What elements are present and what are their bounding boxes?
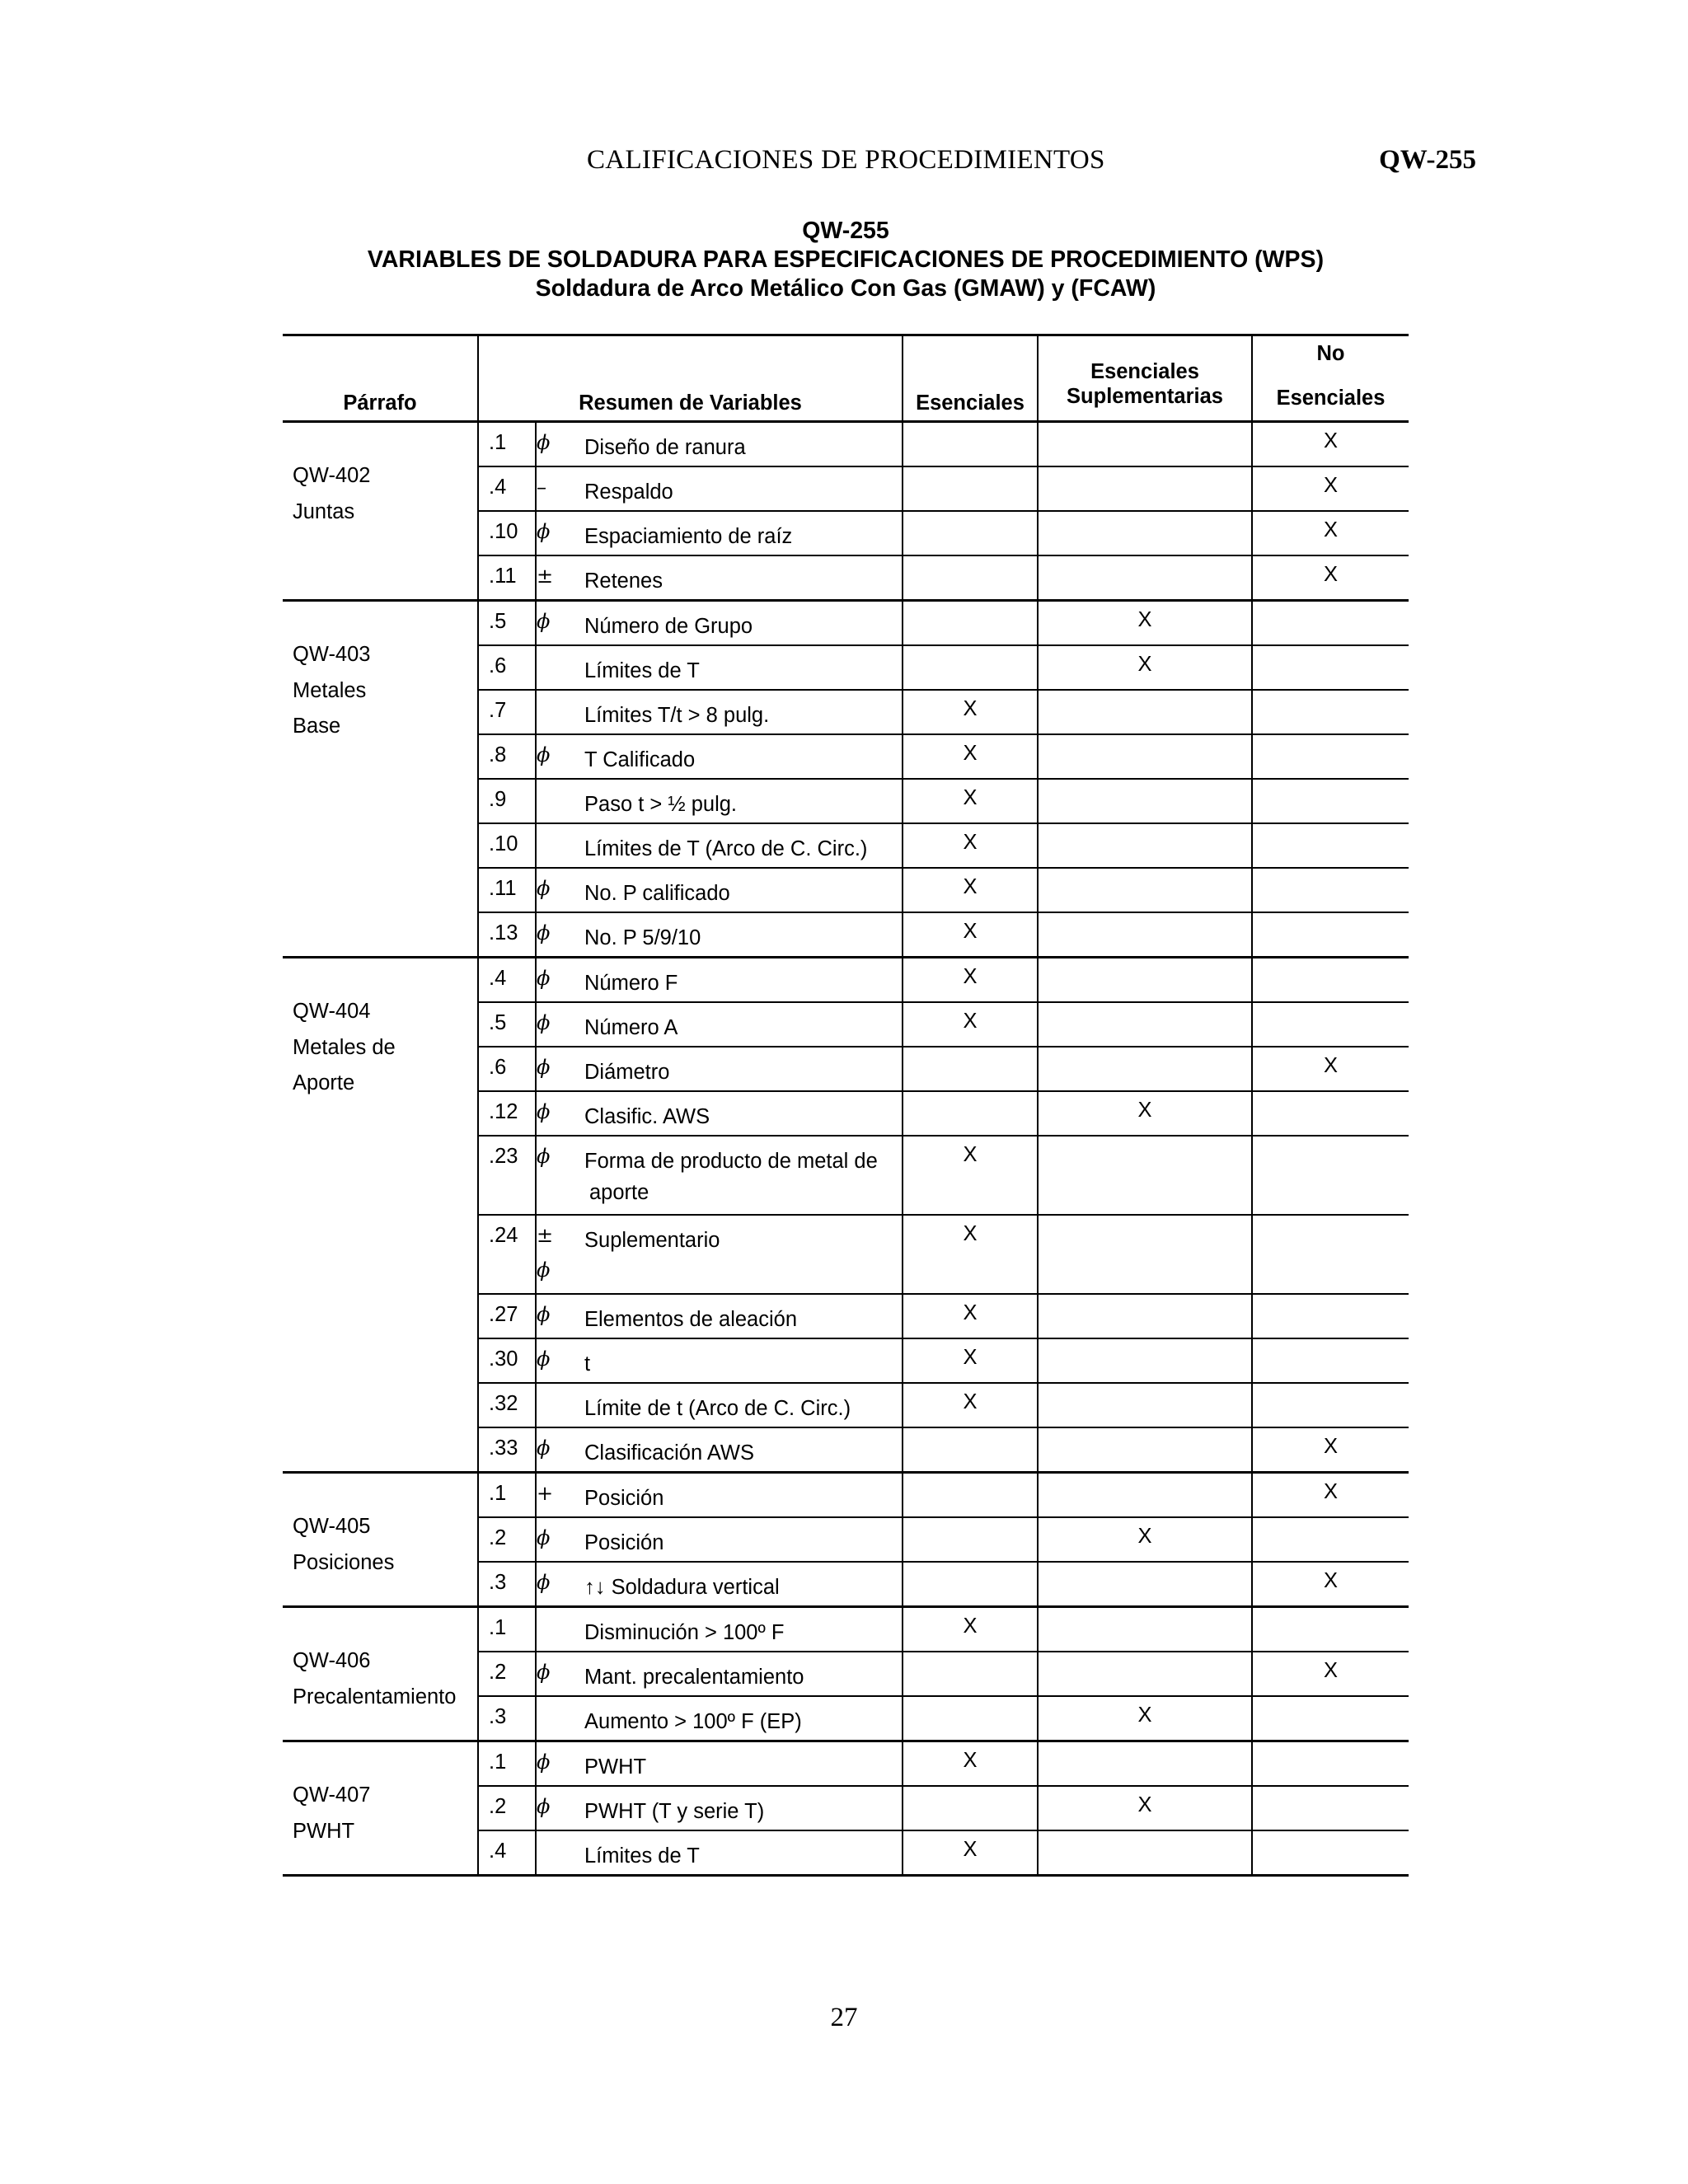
supplementary-mark xyxy=(1038,511,1252,555)
non-essential-mark xyxy=(1252,734,1409,779)
variable-description-text: PWHT (T y serie T) xyxy=(584,1800,765,1823)
variable-description-text: ↑↓ Soldadura vertical xyxy=(584,1576,780,1599)
essential-mark: X xyxy=(903,779,1038,823)
variable-description xyxy=(581,823,903,868)
variable-symbol xyxy=(536,868,581,912)
change-symbol: ϕ xyxy=(537,1526,551,1549)
variable-symbol xyxy=(536,1830,581,1876)
supplementary-mark xyxy=(1038,1652,1252,1696)
non-essential-mark: X xyxy=(1252,1652,1409,1696)
variable-description xyxy=(581,1517,903,1562)
supplementary-mark xyxy=(1038,1294,1252,1338)
running-header xyxy=(0,145,1688,181)
variable-number: .3 xyxy=(478,1696,536,1741)
variable-number: .7 xyxy=(478,690,536,734)
variable-symbol xyxy=(536,1473,581,1518)
supplementary-mark xyxy=(1038,1562,1252,1607)
variable-description xyxy=(581,1215,903,1294)
paragraph-label-line: Juntas xyxy=(293,499,355,523)
variable-number: .10 xyxy=(478,823,536,868)
variable-number: .8 xyxy=(478,734,536,779)
paragraph-label-line: Aporte xyxy=(293,1071,355,1094)
variable-description xyxy=(581,1696,903,1741)
variable-number: .4 xyxy=(478,466,536,511)
essential-mark xyxy=(903,601,1038,646)
variable-description-text: Paso t > ½ pulg. xyxy=(584,793,737,816)
variable-description xyxy=(581,466,903,511)
essential-mark xyxy=(903,645,1038,690)
change-symbol: ± xyxy=(537,1224,554,1247)
running-title: CALIFICACIONES DE PROCEDIMIENTOS xyxy=(587,145,1105,175)
essential-mark xyxy=(903,422,1038,467)
supplementary-mark xyxy=(1038,823,1252,868)
change-symbol-secondary: ϕ xyxy=(537,1258,551,1282)
variable-description-text: Límite de t (Arco de C. Circ.) xyxy=(584,1397,851,1420)
variable-symbol xyxy=(536,734,581,779)
supplementary-mark xyxy=(1038,466,1252,511)
change-symbol: ϕ xyxy=(537,921,551,944)
supplementary-mark xyxy=(1038,1215,1252,1294)
non-essential-mark xyxy=(1252,645,1409,690)
variable-description-text: Respaldo xyxy=(584,480,673,504)
variable-description-text: Diámetro xyxy=(584,1061,670,1084)
col-header-summary: Resumen de Variables xyxy=(478,335,903,422)
variable-symbol xyxy=(536,1517,581,1562)
variable-symbol xyxy=(536,645,581,690)
variable-description-text: Posición xyxy=(584,1531,664,1554)
change-symbol: ϕ xyxy=(537,1145,551,1168)
essential-mark: X xyxy=(903,868,1038,912)
variable-description-text: Clasificación AWS xyxy=(584,1441,754,1465)
variable-number: .27 xyxy=(478,1294,536,1338)
table-title-sub: Soldadura de Arco Metálico Con Gas (GMAW) y (FCAW) xyxy=(535,275,1156,302)
page-number: 27 xyxy=(830,2003,858,2032)
supplementary-mark xyxy=(1038,779,1252,823)
table-row xyxy=(283,1741,1409,1787)
change-symbol: ϕ xyxy=(537,743,551,766)
non-essential-mark xyxy=(1252,1091,1409,1136)
paragraph-label-line: QW-403 xyxy=(293,643,371,666)
variable-description xyxy=(581,1338,903,1383)
paragraph-group-label xyxy=(283,1473,478,1607)
variable-symbol xyxy=(536,690,581,734)
variable-description xyxy=(581,690,903,734)
supplementary-mark xyxy=(1038,1830,1252,1876)
variable-description-text: Forma de producto de metal de xyxy=(584,1150,878,1173)
col-header-supplementary-line2: Suplementarias xyxy=(1067,385,1223,408)
non-essential-mark xyxy=(1252,1338,1409,1383)
supplementary-mark xyxy=(1038,1383,1252,1427)
variable-number: .13 xyxy=(478,912,536,958)
essential-mark xyxy=(903,1473,1038,1518)
supplementary-mark xyxy=(1038,958,1252,1003)
variable-symbol xyxy=(536,1215,581,1294)
col-header-supplementary xyxy=(1038,335,1252,422)
supplementary-mark xyxy=(1038,555,1252,601)
paragraph-group-label xyxy=(283,1741,478,1876)
section-code: QW-255 xyxy=(1379,145,1476,175)
variable-symbol xyxy=(536,555,581,601)
paragraph-label-line: QW-407 xyxy=(293,1783,371,1807)
essential-mark: X xyxy=(903,1294,1038,1338)
variable-number: .4 xyxy=(478,1830,536,1876)
supplementary-mark: X xyxy=(1038,1517,1252,1562)
variable-symbol xyxy=(536,1136,581,1215)
variable-number: .11 xyxy=(478,868,536,912)
variable-description-text: Límites T/t > 8 pulg. xyxy=(584,704,770,727)
variable-symbol xyxy=(536,1091,581,1136)
variable-description xyxy=(581,1047,903,1091)
variable-description xyxy=(581,1383,903,1427)
change-symbol: ϕ xyxy=(537,1056,551,1079)
variable-description-text: Elementos de aleación xyxy=(584,1308,798,1331)
supplementary-mark xyxy=(1038,1741,1252,1787)
variable-description xyxy=(581,601,903,646)
non-essential-mark xyxy=(1252,958,1409,1003)
paragraph-group-label xyxy=(283,1607,478,1741)
variable-number: .1 xyxy=(478,1607,536,1652)
paragraph-label-line: QW-402 xyxy=(293,464,371,487)
non-essential-mark xyxy=(1252,823,1409,868)
variable-number: .11 xyxy=(478,555,536,601)
variable-description-text: T Calificado xyxy=(584,748,696,771)
paragraph-group-label xyxy=(283,601,478,958)
supplementary-mark xyxy=(1038,1002,1252,1047)
change-symbol: – xyxy=(537,476,546,499)
supplementary-mark xyxy=(1038,1607,1252,1652)
supplementary-mark xyxy=(1038,1136,1252,1215)
variable-description xyxy=(581,1427,903,1473)
non-essential-mark: X xyxy=(1252,555,1409,601)
non-essential-mark: X xyxy=(1252,1427,1409,1473)
variable-description-text: Límites de T xyxy=(584,659,700,682)
change-symbol: ϕ xyxy=(537,1303,551,1326)
variable-number: .5 xyxy=(478,1002,536,1047)
table-body xyxy=(283,422,1409,1876)
variable-description-text: Límites de T (Arco de C. Circ.) xyxy=(584,837,868,860)
non-essential-mark xyxy=(1252,1741,1409,1787)
supplementary-mark: X xyxy=(1038,601,1252,646)
essential-mark xyxy=(903,1427,1038,1473)
essential-mark: X xyxy=(903,1830,1038,1876)
essential-mark xyxy=(903,1517,1038,1562)
variable-description-text: PWHT xyxy=(584,1755,647,1779)
essential-mark: X xyxy=(903,734,1038,779)
variable-symbol xyxy=(536,1338,581,1383)
variable-symbol xyxy=(536,1294,581,1338)
variable-description-text: Suplementario xyxy=(584,1229,720,1252)
paragraph-group-label xyxy=(283,422,478,601)
variable-symbol xyxy=(536,779,581,823)
variable-number: .24 xyxy=(478,1215,536,1294)
supplementary-mark xyxy=(1038,1473,1252,1518)
essential-mark xyxy=(903,1047,1038,1091)
non-essential-mark xyxy=(1252,1786,1409,1830)
supplementary-mark xyxy=(1038,690,1252,734)
variable-description xyxy=(581,1002,903,1047)
variable-description-text: No. P 5/9/10 xyxy=(584,926,701,949)
variable-description xyxy=(581,1830,903,1876)
essential-mark xyxy=(903,1562,1038,1607)
variable-symbol xyxy=(536,1652,581,1696)
supplementary-mark xyxy=(1038,422,1252,467)
essential-mark: X xyxy=(903,1002,1038,1047)
variable-symbol xyxy=(536,958,581,1003)
non-essential-mark: X xyxy=(1252,1047,1409,1091)
variable-description xyxy=(581,555,903,601)
essential-mark xyxy=(903,1696,1038,1741)
change-symbol: ϕ xyxy=(537,1571,551,1594)
paragraph-label-line: PWHT xyxy=(293,1819,355,1843)
paragraph-label-line: Precalentamiento xyxy=(293,1685,457,1708)
non-essential-mark xyxy=(1252,1294,1409,1338)
paragraph-label-line: QW-405 xyxy=(293,1515,371,1538)
variable-number: .2 xyxy=(478,1517,536,1562)
essential-mark: X xyxy=(903,1136,1038,1215)
variable-description-text: Disminución > 100º F xyxy=(584,1621,785,1644)
non-essential-mark xyxy=(1252,912,1409,958)
table-row xyxy=(283,1607,1409,1652)
variable-number: .1 xyxy=(478,1473,536,1518)
change-symbol: ϕ xyxy=(537,520,551,543)
supplementary-mark xyxy=(1038,868,1252,912)
variable-number: .5 xyxy=(478,601,536,646)
variable-description-text: Clasific. AWS xyxy=(584,1105,710,1128)
non-essential-mark: X xyxy=(1252,1473,1409,1518)
variable-description-text: Retenes xyxy=(584,569,663,593)
non-essential-mark xyxy=(1252,601,1409,646)
non-essential-mark xyxy=(1252,690,1409,734)
non-essential-mark: X xyxy=(1252,511,1409,555)
essential-mark xyxy=(903,1652,1038,1696)
non-essential-mark xyxy=(1252,868,1409,912)
essential-mark: X xyxy=(903,912,1038,958)
supplementary-mark xyxy=(1038,734,1252,779)
variable-description xyxy=(581,734,903,779)
table-header-row xyxy=(283,335,1409,422)
paragraph-label-line: QW-406 xyxy=(293,1649,371,1672)
table-title-main: VARIABLES DE SOLDADURA PARA ESPECIFICACIONES DE PROCEDIMIENTO (WPS) xyxy=(367,246,1325,273)
variable-description-text: Número F xyxy=(584,972,678,995)
table-title xyxy=(283,217,1409,303)
variable-symbol xyxy=(536,1002,581,1047)
variable-description-text: Espaciamiento de raíz xyxy=(584,525,793,548)
paragraph-label-line: Posiciones xyxy=(293,1550,395,1574)
variable-description xyxy=(581,1136,903,1215)
non-essential-mark xyxy=(1252,1517,1409,1562)
variable-description-text: Número de Grupo xyxy=(584,615,753,638)
change-symbol: + xyxy=(537,1482,554,1505)
col-header-supplementary-line1: Esenciales xyxy=(1090,360,1199,383)
variable-symbol xyxy=(536,1696,581,1741)
variable-description xyxy=(581,958,903,1003)
variable-number: .32 xyxy=(478,1383,536,1427)
variable-symbol xyxy=(536,1741,581,1787)
variable-description-continuation: aporte xyxy=(589,1181,649,1204)
non-essential-mark xyxy=(1252,1830,1409,1876)
variable-number: .2 xyxy=(478,1786,536,1830)
variable-description-text: Límites de T xyxy=(584,1844,700,1868)
variable-symbol xyxy=(536,466,581,511)
change-symbol: ϕ xyxy=(537,1795,551,1818)
variable-symbol xyxy=(536,912,581,958)
essential-mark: X xyxy=(903,823,1038,868)
change-symbol: ϕ xyxy=(537,1750,551,1774)
variables-table xyxy=(283,334,1409,1877)
change-symbol: ϕ xyxy=(537,1436,551,1460)
paragraph-label-line: Base xyxy=(293,715,341,738)
variable-number: .9 xyxy=(478,779,536,823)
table-row xyxy=(283,601,1409,646)
variable-description xyxy=(581,1562,903,1607)
variable-description xyxy=(581,422,903,467)
variable-description-text: Posición xyxy=(584,1487,664,1510)
variable-number: .12 xyxy=(478,1091,536,1136)
change-symbol: ϕ xyxy=(537,967,551,990)
table-title-code: QW-255 xyxy=(802,218,889,244)
variable-number: .10 xyxy=(478,511,536,555)
change-symbol: ϕ xyxy=(537,1100,551,1123)
variable-description xyxy=(581,868,903,912)
essential-mark xyxy=(903,555,1038,601)
change-symbol: ϕ xyxy=(537,877,551,900)
supplementary-mark: X xyxy=(1038,1786,1252,1830)
essential-mark: X xyxy=(903,1741,1038,1787)
change-symbol: ϕ xyxy=(537,1661,551,1684)
non-essential-mark xyxy=(1252,1002,1409,1047)
variable-description xyxy=(581,645,903,690)
essential-mark: X xyxy=(903,1607,1038,1652)
variable-symbol xyxy=(536,1383,581,1427)
col-header-essential: Esenciales xyxy=(903,335,1038,422)
paragraph-group-label xyxy=(283,958,478,1473)
variable-description xyxy=(581,1473,903,1518)
variable-description-text: No. P calificado xyxy=(584,882,730,905)
variable-description-text: Mant. precalentamiento xyxy=(584,1666,804,1689)
variable-symbol xyxy=(536,1562,581,1607)
supplementary-mark: X xyxy=(1038,1696,1252,1741)
non-essential-mark xyxy=(1252,1136,1409,1215)
change-symbol: ϕ xyxy=(537,610,551,633)
essential-mark xyxy=(903,466,1038,511)
non-essential-mark xyxy=(1252,1383,1409,1427)
variable-number: .3 xyxy=(478,1562,536,1607)
supplementary-mark xyxy=(1038,1047,1252,1091)
essential-mark: X xyxy=(903,1383,1038,1427)
paragraph-label-line: Metales de xyxy=(293,1035,396,1059)
variable-symbol xyxy=(536,1427,581,1473)
col-header-non-essential-line1: No xyxy=(1316,342,1345,365)
essential-mark xyxy=(903,1786,1038,1830)
variable-number: .4 xyxy=(478,958,536,1003)
variable-number: .33 xyxy=(478,1427,536,1473)
variable-description xyxy=(581,1786,903,1830)
variable-number: .6 xyxy=(478,645,536,690)
variable-number: .2 xyxy=(478,1652,536,1696)
variable-number: .23 xyxy=(478,1136,536,1215)
non-essential-mark xyxy=(1252,1696,1409,1741)
essential-mark xyxy=(903,511,1038,555)
change-symbol: ± xyxy=(537,565,554,588)
non-essential-mark xyxy=(1252,1607,1409,1652)
col-header-non-essential xyxy=(1252,335,1409,422)
essential-mark xyxy=(903,1091,1038,1136)
paragraph-label-line: QW-404 xyxy=(293,1000,371,1023)
essential-mark: X xyxy=(903,1215,1038,1294)
non-essential-mark: X xyxy=(1252,1562,1409,1607)
supplementary-mark xyxy=(1038,912,1252,958)
table-row xyxy=(283,1473,1409,1518)
variable-symbol xyxy=(536,511,581,555)
non-essential-mark xyxy=(1252,1215,1409,1294)
col-header-paragraph: Párrafo xyxy=(283,335,478,422)
variable-symbol xyxy=(536,422,581,467)
variable-description xyxy=(581,1652,903,1696)
essential-mark: X xyxy=(903,690,1038,734)
non-essential-mark: X xyxy=(1252,422,1409,467)
variable-description xyxy=(581,912,903,958)
essential-mark: X xyxy=(903,958,1038,1003)
non-essential-mark xyxy=(1252,779,1409,823)
supplementary-mark: X xyxy=(1038,645,1252,690)
variable-number: .1 xyxy=(478,1741,536,1787)
table-row xyxy=(283,958,1409,1003)
table-row xyxy=(283,422,1409,467)
change-symbol: ϕ xyxy=(537,1347,551,1371)
variable-description-text: Número A xyxy=(584,1016,678,1039)
variable-symbol xyxy=(536,601,581,646)
supplementary-mark xyxy=(1038,1427,1252,1473)
variable-symbol xyxy=(536,1047,581,1091)
change-symbol: ϕ xyxy=(537,431,551,454)
variable-number: .1 xyxy=(478,422,536,467)
variable-description-text: t xyxy=(584,1352,591,1376)
variable-description xyxy=(581,511,903,555)
variable-description xyxy=(581,1091,903,1136)
variable-symbol xyxy=(536,1786,581,1830)
variable-description-text: Diseño de ranura xyxy=(584,436,746,459)
variable-number: .30 xyxy=(478,1338,536,1383)
supplementary-mark xyxy=(1038,1338,1252,1383)
variable-symbol xyxy=(536,823,581,868)
supplementary-mark: X xyxy=(1038,1091,1252,1136)
variable-symbol xyxy=(536,1607,581,1652)
variable-description-text: Aumento > 100º F (EP) xyxy=(584,1710,802,1733)
variable-description xyxy=(581,1741,903,1787)
variable-description xyxy=(581,779,903,823)
change-symbol: ϕ xyxy=(537,1011,551,1034)
non-essential-mark: X xyxy=(1252,466,1409,511)
variable-description xyxy=(581,1294,903,1338)
essential-mark: X xyxy=(903,1338,1038,1383)
variable-description xyxy=(581,1607,903,1652)
col-header-non-essential-line2: Esenciales xyxy=(1276,387,1386,410)
variable-number: .6 xyxy=(478,1047,536,1091)
paragraph-label-line: Metales xyxy=(293,678,367,702)
